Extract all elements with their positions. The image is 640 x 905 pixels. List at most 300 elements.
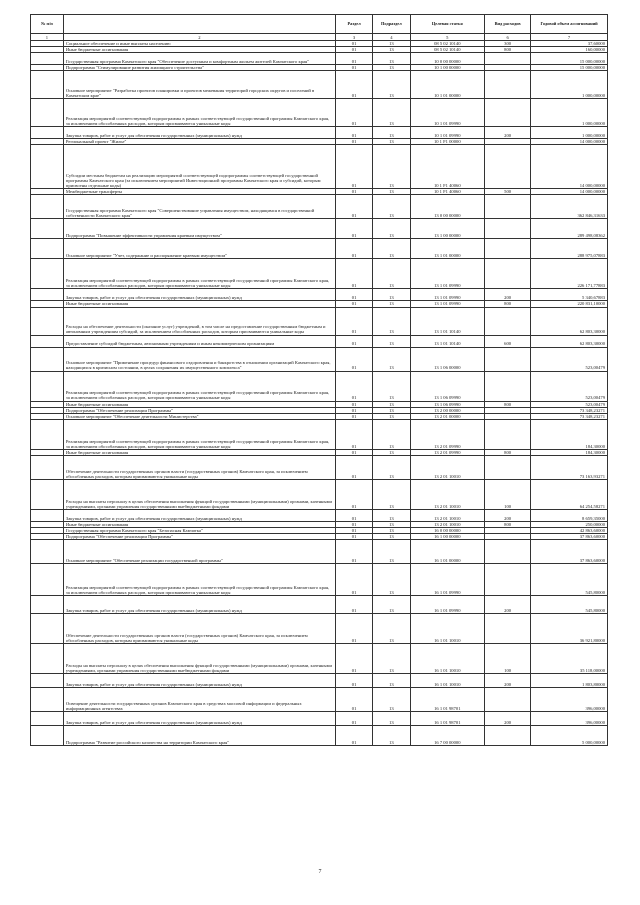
cell-num xyxy=(31,614,64,644)
cell-volume: 160,00000 xyxy=(531,47,608,53)
header-type: Вид расходов xyxy=(485,15,531,34)
cell-num xyxy=(31,726,64,746)
cell-article: 10 1 01 00000 xyxy=(410,71,485,99)
table-row xyxy=(31,53,608,65)
cell-article: 10 1 F1 40060 xyxy=(410,145,485,189)
cell-name: Закупка товаров, работ и услуг для обеспечения государственных (муниципальных) нужд xyxy=(63,127,335,139)
cell-article: 13 1 06 00000 xyxy=(410,347,485,371)
cell-volume: 64 254,58271 xyxy=(531,479,608,509)
cell-num xyxy=(31,307,64,335)
cell-type: 800 xyxy=(485,521,531,527)
cell-volume: 1 000,00000 xyxy=(531,127,608,139)
cell-subsection: 13 xyxy=(373,534,410,540)
cell-article: 13 1 01 09990 xyxy=(410,289,485,301)
cell-name: Предоставление субсидий бюджетным, автономным учреждениям и иным некоммерческим организациям xyxy=(63,335,335,347)
cell-num xyxy=(31,596,64,614)
cell-volume: 523,00479 xyxy=(531,401,608,407)
cell-type xyxy=(485,239,531,259)
table-row xyxy=(31,289,608,301)
cell-subsection: 13 xyxy=(373,139,410,145)
header-subsection: Подраздел xyxy=(373,15,410,34)
cell-article: 10 1 F1 00000 xyxy=(410,139,485,145)
cell-section: 01 xyxy=(335,347,372,371)
cell-name: Освещение деятельности государственных органов Камчатского края в средствах массовой информации и федеральных информационных агентствах xyxy=(63,688,335,712)
cell-name: Обеспечение деятельности государственных органов власти (государственных органов) Камчатского края, за исключением обособленных расходов, которым присваиваются уникальные коды xyxy=(63,455,335,479)
cell-subsection: 13 xyxy=(373,614,410,644)
cell-num xyxy=(31,53,64,65)
cell-volume: 184,30000 xyxy=(531,449,608,455)
cell-volume: 62 803,30000 xyxy=(531,307,608,335)
cell-num xyxy=(31,479,64,509)
cell-subsection: 13 xyxy=(373,688,410,712)
cell-subsection: 13 xyxy=(373,401,410,407)
cell-name: Иные бюджетные ассигнования xyxy=(63,401,335,407)
cell-type: 200 xyxy=(485,596,531,614)
cell-subsection: 13 xyxy=(373,145,410,189)
header-article: Целевая статья xyxy=(410,15,485,34)
cell-type: 100 xyxy=(485,644,531,674)
cell-subsection: 13 xyxy=(373,195,410,219)
cell-section: 01 xyxy=(335,145,372,189)
cell-num xyxy=(31,219,64,239)
cell-subsection: 13 xyxy=(373,413,410,419)
cell-subsection: 13 xyxy=(373,479,410,509)
cell-type: 800 xyxy=(485,301,531,307)
cell-subsection: 13 xyxy=(373,335,410,347)
cell-subsection: 13 xyxy=(373,99,410,127)
cell-name: Обеспечение деятельности государственных органов власти (государственных органов) Камчатского края, за исключением обособленных расходов, которым присваиваются уникальные коды xyxy=(63,614,335,644)
cell-subsection: 13 xyxy=(373,347,410,371)
cell-section: 01 xyxy=(335,509,372,521)
cell-num xyxy=(31,644,64,674)
table-row xyxy=(31,509,608,521)
cell-name: Государственная программа Камчатского края "Безопасная Камчатка" xyxy=(63,528,335,534)
cell-volume: 36 921,80000 xyxy=(531,614,608,644)
header-num: № п/п xyxy=(31,15,64,34)
cell-subsection: 13 xyxy=(373,674,410,688)
cell-section: 01 xyxy=(335,99,372,127)
cell-subsection: 13 xyxy=(373,289,410,301)
cell-subsection: 13 xyxy=(373,521,410,527)
cell-name: Основное мероприятие "Разработка проектов планировки и проектов межевания территорий городских округов и поселений в Камчатском крае" xyxy=(63,71,335,99)
cell-volume: 62 803,30000 xyxy=(531,335,608,347)
cell-article: 13 2 01 10010 xyxy=(410,455,485,479)
cell-name: Субсидии местным бюджетам на реализацию мероприятий соответствующей подпрограммы соответствующей государственной программы Камчатского края (за исключением мероприятий Инвестиционной программы Камчатского края и субсидий, которым присвоены отдельные коды) xyxy=(63,145,335,189)
cell-volume: 14 000,00000 xyxy=(531,145,608,189)
cell-subsection: 13 xyxy=(373,726,410,746)
cell-article: 16 1 01 98701 xyxy=(410,688,485,712)
cell-subsection: 13 xyxy=(373,71,410,99)
cell-article: 16 1 01 10010 xyxy=(410,614,485,644)
cell-num xyxy=(31,712,64,726)
cell-article: 10 1 01 09990 xyxy=(410,99,485,127)
cell-subsection: 13 xyxy=(373,540,410,564)
cell-name: Реализация мероприятий соответствующей подпрограммы в рамках соответствующей государственной программы Камчатского края, за исключением обособленных расходов, которым присваиваются уникальные коды xyxy=(63,259,335,289)
cell-name: Иные бюджетные ассигнования xyxy=(63,521,335,527)
cell-type: 300 xyxy=(485,41,531,47)
cell-type xyxy=(485,455,531,479)
table-row xyxy=(31,726,608,746)
cell-volume: 545,80000 xyxy=(531,596,608,614)
cell-volume: 5 000,00000 xyxy=(531,726,608,746)
table-row xyxy=(31,419,608,449)
cell-type: 600 xyxy=(485,335,531,347)
cell-subsection: 13 xyxy=(373,47,410,53)
cell-section: 01 xyxy=(335,195,372,219)
cell-volume: 5 340,67883 xyxy=(531,289,608,301)
cell-article: 13 2 01 10010 xyxy=(410,521,485,527)
header-volume: Годовой объем ассигнований xyxy=(531,15,608,34)
cell-subsection: 13 xyxy=(373,712,410,726)
cell-num xyxy=(31,688,64,712)
cell-volume: 37 863,60000 xyxy=(531,540,608,564)
cell-article: 13 1 00 00000 xyxy=(410,219,485,239)
table-row xyxy=(31,219,608,239)
cell-section: 01 xyxy=(335,419,372,449)
cell-article: 13 2 01 09990 xyxy=(410,419,485,449)
header-section: Раздел xyxy=(335,15,372,34)
cell-volume: 14 000,00000 xyxy=(531,189,608,195)
cell-type: 800 xyxy=(485,401,531,407)
cell-num xyxy=(31,455,64,479)
cell-name: Реализация мероприятий соответствующей подпрограммы в рамках соответствующей государственной программы Камчатского края, за исключением обособленных расходов, которым присваиваются уникальные коды xyxy=(63,99,335,127)
index-cell: 2 xyxy=(63,34,335,41)
cell-type xyxy=(485,307,531,335)
cell-volume: 1 803,80000 xyxy=(531,674,608,688)
table-row xyxy=(31,335,608,347)
cell-section: 01 xyxy=(335,219,372,239)
cell-num xyxy=(31,289,64,301)
cell-volume: 184,30000 xyxy=(531,419,608,449)
table-row xyxy=(31,455,608,479)
cell-volume: 15 000,00000 xyxy=(531,65,608,71)
table-row xyxy=(31,712,608,726)
cell-volume: 1 000,00000 xyxy=(531,99,608,127)
table-row xyxy=(31,688,608,712)
cell-name: Расходы на выплаты персоналу в целях обеспечения выполнения функций государственными (муниципальными) органами, казенными учреждениями, органами управления государственными внебюджетными фондами xyxy=(63,479,335,509)
index-cell: 4 xyxy=(373,34,410,41)
cell-volume: 37 863,60000 xyxy=(531,534,608,540)
cell-article: 13 2 01 09990 xyxy=(410,449,485,455)
cell-article: 10 1 01 09990 xyxy=(410,127,485,139)
cell-type xyxy=(485,419,531,449)
cell-name: Закупка товаров, работ и услуг для обеспечения государственных (муниципальных) нужд xyxy=(63,712,335,726)
cell-article: 08 5 02 10140 xyxy=(410,41,485,47)
cell-subsection: 13 xyxy=(373,307,410,335)
cell-volume: 42 863,60000 xyxy=(531,528,608,534)
cell-article: 16 1 01 10010 xyxy=(410,644,485,674)
cell-subsection: 13 xyxy=(373,189,410,195)
cell-article: 16 0 00 00000 xyxy=(410,528,485,534)
index-cell: 7 xyxy=(531,34,608,41)
cell-volume: 73 163,93271 xyxy=(531,455,608,479)
cell-volume: 15 000,00000 xyxy=(531,53,608,65)
cell-name: Основное мероприятие "Учет, содержание и распоряжение краевым имуществом" xyxy=(63,239,335,259)
cell-section: 01 xyxy=(335,540,372,564)
cell-num xyxy=(31,335,64,347)
cell-name: Реализация мероприятий соответствующей подпрограммы в рамках соответствующей государственной программы Камчатского края, за исключением обособленных расходов, которым присваиваются уникальные коды xyxy=(63,564,335,596)
cell-type xyxy=(485,219,531,239)
cell-section: 01 xyxy=(335,688,372,712)
cell-type xyxy=(485,564,531,596)
cell-volume: 35 118,00000 xyxy=(531,644,608,674)
cell-type: 200 xyxy=(485,289,531,301)
cell-name: Государственная программа Камчатского края "Совершенствование управления имуществом, находящимся в государственной собственности Камчатского края" xyxy=(63,195,335,219)
cell-subsection: 13 xyxy=(373,564,410,596)
cell-article: 13 2 01 00000 xyxy=(410,413,485,419)
cell-name: Подпрограмма "Повышение эффективности управления краевым имуществом" xyxy=(63,219,335,239)
cell-article: 13 1 01 09990 xyxy=(410,259,485,289)
table-row xyxy=(31,479,608,509)
cell-volume: 73 348,23271 xyxy=(531,413,608,419)
cell-type xyxy=(485,371,531,401)
cell-name: Региональный проект "Жилье" xyxy=(63,139,335,145)
cell-name: Основное мероприятие "Обеспечение деятельности Министерства" xyxy=(63,413,335,419)
cell-subsection: 13 xyxy=(373,644,410,674)
cell-section: 01 xyxy=(335,712,372,726)
cell-subsection: 13 xyxy=(373,596,410,614)
cell-type xyxy=(485,347,531,371)
cell-article: 10 1 00 00000 xyxy=(410,65,485,71)
table-row xyxy=(31,145,608,189)
cell-type xyxy=(485,259,531,289)
cell-section: 01 xyxy=(335,41,372,47)
cell-type xyxy=(485,614,531,644)
cell-subsection: 13 xyxy=(373,219,410,239)
cell-subsection: 13 xyxy=(373,509,410,521)
cell-type xyxy=(485,99,531,127)
table-row xyxy=(31,71,608,99)
table-row xyxy=(31,596,608,614)
cell-subsection: 13 xyxy=(373,455,410,479)
cell-article: 08 5 02 10140 xyxy=(410,47,485,53)
index-cell: 5 xyxy=(410,34,485,41)
cell-name: Подпрограмма "Стимулирование развития жилищного строительства" xyxy=(63,65,335,71)
cell-num xyxy=(31,540,64,564)
cell-article: 16 1 01 00000 xyxy=(410,540,485,564)
cell-name: Расходы на обеспечение деятельности (оказание услуг) учреждений, в том числе на предоставление государственным бюджетным и автономным учреждениям субсидий, за исключением обособленных расходов, которым присваиваются уникальные коды xyxy=(63,307,335,335)
cell-name: Закупка товаров, работ и услуг для обеспечения государственных (муниципальных) нужд xyxy=(63,596,335,614)
cell-volume: 226 171,77883 xyxy=(531,259,608,289)
cell-section: 01 xyxy=(335,413,372,419)
cell-num xyxy=(31,99,64,127)
cell-section: 01 xyxy=(335,71,372,99)
cell-name: Закупка товаров, работ и услуг для обеспечения государственных (муниципальных) нужд xyxy=(63,289,335,301)
header-row xyxy=(31,15,608,34)
cell-article: 16 1 00 00000 xyxy=(410,534,485,540)
cell-section: 01 xyxy=(335,596,372,614)
cell-name: Закупка товаров, работ и услуг для обеспечения государственных (муниципальных) нужд xyxy=(63,509,335,521)
cell-name: Расходы на выплаты персоналу в целях обеспечения выполнения функций государственными (муниципальными) органами, казенными учреждениями, органами управления государственными внебюджетными фондами xyxy=(63,644,335,674)
cell-name: Основное мероприятие "Применение процедур финансового оздоровления и банкротства в отношении организаций Камчатского края, находящихся в кризисном состоянии, в целях сохранения их имущественного комплекса" xyxy=(63,347,335,371)
table-row xyxy=(31,239,608,259)
table-row xyxy=(31,614,608,644)
cell-volume: 362 846,31633 xyxy=(531,195,608,219)
cell-subsection: 13 xyxy=(373,371,410,401)
cell-volume: 73 348,23271 xyxy=(531,407,608,413)
cell-volume: 8 659,35000 xyxy=(531,509,608,521)
cell-section: 01 xyxy=(335,564,372,596)
cell-article: 13 1 06 09990 xyxy=(410,401,485,407)
cell-subsection: 13 xyxy=(373,407,410,413)
cell-article: 13 1 01 00000 xyxy=(410,239,485,259)
cell-name: Основное мероприятие "Обеспечение реализации государственной программы" xyxy=(63,540,335,564)
cell-name: Иные бюджетные ассигнования xyxy=(63,301,335,307)
index-row xyxy=(31,34,608,41)
cell-volume: 288 975,07883 xyxy=(531,239,608,259)
cell-volume: 14 000,00000 xyxy=(531,139,608,145)
cell-type xyxy=(485,71,531,99)
cell-volume: 523,00479 xyxy=(531,371,608,401)
cell-volume: 523,00479 xyxy=(531,347,608,371)
cell-num xyxy=(31,419,64,449)
cell-type xyxy=(485,195,531,219)
cell-num xyxy=(31,71,64,99)
cell-section: 01 xyxy=(335,259,372,289)
cell-name: Реализация мероприятий соответствующей подпрограммы в рамках соответствующей государственной программы Камчатского края, за исключением обособленных расходов, которым присваиваются уникальные коды xyxy=(63,371,335,401)
cell-article: 13 1 06 09990 xyxy=(410,371,485,401)
cell-section: 01 xyxy=(335,289,372,301)
cell-section: 01 xyxy=(335,371,372,401)
table-row xyxy=(31,371,608,401)
cell-type xyxy=(485,145,531,189)
cell-type: 100 xyxy=(485,479,531,509)
cell-name: Социальное обеспечение и иные выплаты населению xyxy=(63,41,335,47)
cell-num xyxy=(31,259,64,289)
cell-type: 200 xyxy=(485,509,531,521)
cell-section: 01 xyxy=(335,528,372,534)
cell-num xyxy=(31,371,64,401)
cell-type xyxy=(485,688,531,712)
cell-section: 01 xyxy=(335,335,372,347)
cell-type: 800 xyxy=(485,449,531,455)
cell-num xyxy=(31,674,64,688)
cell-subsection: 13 xyxy=(373,41,410,47)
table-row xyxy=(31,347,608,371)
cell-name: Межбюджетные трансферты xyxy=(63,189,335,195)
cell-num xyxy=(31,564,64,596)
cell-subsection: 13 xyxy=(373,127,410,139)
cell-section: 01 xyxy=(335,449,372,455)
cell-article: 16 7 00 00000 xyxy=(410,726,485,746)
cell-article: 16 1 01 10010 xyxy=(410,674,485,688)
table-row xyxy=(31,564,608,596)
cell-name: Подпрограмма "Обеспечение реализации Программы" xyxy=(63,407,335,413)
cell-volume: 289 498,08362 xyxy=(531,219,608,239)
cell-section: 01 xyxy=(335,239,372,259)
cell-name: Подпрограмма "Развитие российского казачества на территории Камчатского края" xyxy=(63,726,335,746)
cell-section: 01 xyxy=(335,614,372,644)
cell-section: 01 xyxy=(335,674,372,688)
cell-section: 01 xyxy=(335,127,372,139)
cell-article: 13 1 01 10140 xyxy=(410,307,485,335)
table-row xyxy=(31,307,608,335)
budget-table xyxy=(30,14,608,746)
cell-section: 01 xyxy=(335,301,372,307)
cell-article: 13 2 01 10010 xyxy=(410,509,485,521)
cell-type: 500 xyxy=(485,189,531,195)
cell-type xyxy=(485,53,531,65)
cell-section: 01 xyxy=(335,139,372,145)
cell-volume: 396,00000 xyxy=(531,688,608,712)
cell-subsection: 13 xyxy=(373,65,410,71)
cell-num xyxy=(31,145,64,189)
table-row xyxy=(31,644,608,674)
cell-section: 01 xyxy=(335,726,372,746)
cell-section: 01 xyxy=(335,479,372,509)
cell-article: 16 1 01 98701 xyxy=(410,712,485,726)
cell-type: 200 xyxy=(485,712,531,726)
cell-type xyxy=(485,726,531,746)
cell-name: Закупка товаров, работ и услуг для обеспечения государственных (муниципальных) нужд xyxy=(63,674,335,688)
cell-name: Подпрограмма "Обеспечение реализации Программы" xyxy=(63,534,335,540)
cell-subsection: 13 xyxy=(373,259,410,289)
cell-section: 01 xyxy=(335,455,372,479)
index-cell: 3 xyxy=(335,34,372,41)
table-row xyxy=(31,127,608,139)
cell-volume: 37,60000 xyxy=(531,41,608,47)
cell-num xyxy=(31,239,64,259)
cell-type: 800 xyxy=(485,47,531,53)
cell-num xyxy=(31,347,64,371)
table-row xyxy=(31,259,608,289)
cell-num xyxy=(31,195,64,219)
cell-article: 10 0 00 00000 xyxy=(410,53,485,65)
table-row xyxy=(31,99,608,127)
cell-article: 10 1 F1 40060 xyxy=(410,189,485,195)
cell-section: 01 xyxy=(335,521,372,527)
cell-subsection: 13 xyxy=(373,419,410,449)
cell-name: Государственная программа Камчатского края "Обеспечение доступным и комфортным жильем жителей Камчатского края" xyxy=(63,53,335,65)
cell-article: 13 1 01 09990 xyxy=(410,301,485,307)
cell-type xyxy=(485,540,531,564)
cell-volume: 396,00000 xyxy=(531,712,608,726)
index-cell: 1 xyxy=(31,34,64,41)
cell-type: 200 xyxy=(485,674,531,688)
budget-body xyxy=(31,41,608,746)
cell-section: 01 xyxy=(335,644,372,674)
cell-article: 13 2 00 00000 xyxy=(410,407,485,413)
cell-name: Реализация мероприятий соответствующей подпрограммы в рамках соответствующей государственной программы Камчатского края, за исключением обособленных расходов, которым присваиваются уникальные коды xyxy=(63,419,335,449)
cell-article: 13 2 01 10010 xyxy=(410,479,485,509)
cell-article: 16 1 01 09990 xyxy=(410,564,485,596)
table-row xyxy=(31,195,608,219)
cell-section: 01 xyxy=(335,407,372,413)
cell-subsection: 13 xyxy=(373,449,410,455)
cell-subsection: 13 xyxy=(373,239,410,259)
cell-volume: 545,80000 xyxy=(531,564,608,596)
cell-num xyxy=(31,127,64,139)
cell-section: 01 xyxy=(335,401,372,407)
page-number: 7 xyxy=(318,869,322,875)
cell-section: 01 xyxy=(335,47,372,53)
index-cell: 6 xyxy=(485,34,531,41)
table-row xyxy=(31,674,608,688)
cell-section: 01 xyxy=(335,534,372,540)
cell-num xyxy=(31,509,64,521)
cell-subsection: 13 xyxy=(373,301,410,307)
cell-volume: 250,00000 xyxy=(531,521,608,527)
cell-subsection: 13 xyxy=(373,53,410,65)
cell-type: 200 xyxy=(485,127,531,139)
cell-name: Иные бюджетные ассигнования xyxy=(63,47,335,53)
cell-volume: 1 000,00000 xyxy=(531,71,608,99)
cell-article: 13 0 00 00000 xyxy=(410,195,485,219)
cell-article: 13 1 01 10140 xyxy=(410,335,485,347)
cell-volume: 220 831,10000 xyxy=(531,301,608,307)
cell-section: 01 xyxy=(335,65,372,71)
table-row xyxy=(31,540,608,564)
